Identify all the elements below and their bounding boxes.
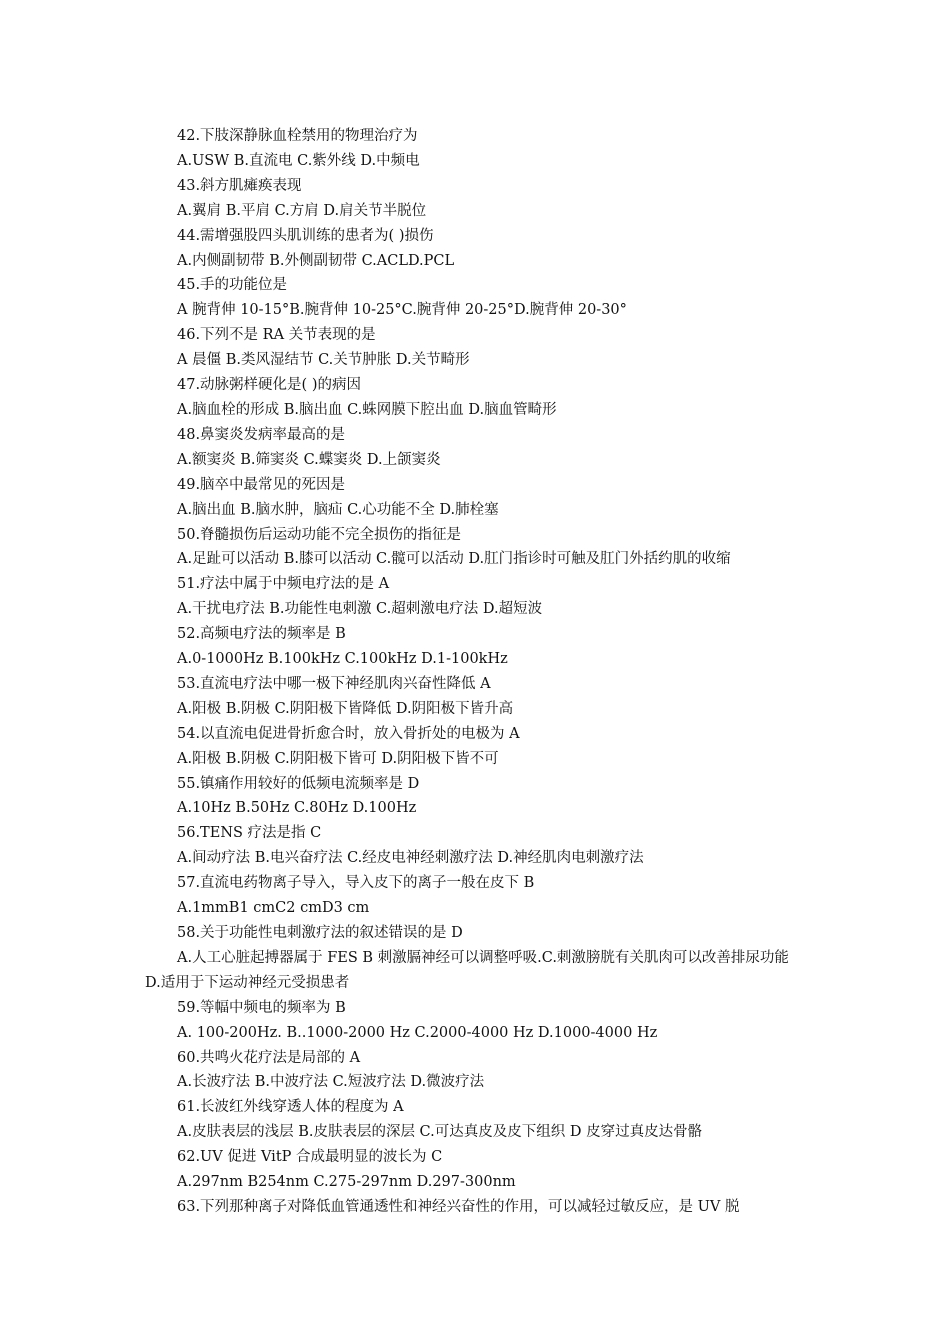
- question-55: 55.镇痛作用较好的低频电流频率是 D: [177, 775, 420, 792]
- options-47: A.脑血栓的形成 B.脑出血 C.蛛网膜下腔出血 D.脑血管畸形: [177, 401, 557, 418]
- options-44: A.内侧副韧带 B.外侧副韧带 C.ACLD.PCL: [177, 252, 455, 269]
- question-57: 57.直流电药物离子导入，导入皮下的离子一般在皮下 B: [177, 875, 535, 892]
- options-48: A.额窦炎 B.筛窦炎 C.蝶窦炎 D.上颌窦炎: [177, 451, 441, 468]
- question-60: 60.共鸣火花疗法是局部的 A: [177, 1049, 361, 1066]
- options-57: A.1mmB1 cmC2 cmD3 cm: [177, 900, 370, 917]
- options-52: A.0-1000Hz B.100kHz C.100kHz D.1-100kHz: [177, 651, 508, 668]
- options-45: A 腕背伸 10-15°B.腕背伸 10-25°C.腕背伸 20-25°D.腕背伸 20-30°: [177, 302, 627, 319]
- options-51: A.干扰电疗法 B.功能性电刺激 C.超刺激电疗法 D.超短波: [177, 601, 543, 618]
- options-61: A.皮肤表层的浅层 B.皮肤表层的深层 C.可达真皮及皮下组织 D 皮穿过真皮达骨骼: [177, 1124, 703, 1141]
- options-60: A.长波疗法 B.中波疗法 C.短波疗法 D.微波疗法: [177, 1074, 485, 1091]
- question-62: 62.UV 促进 VitP 合成最明显的波长为 C: [177, 1149, 443, 1166]
- options-56: A.间动疗法 B.电兴奋疗法 C.经皮电神经刺激疗法 D.神经肌肉电刺激疗法: [177, 850, 644, 867]
- question-50: 50.脊髓损伤后运动功能不完全损伤的指征是: [177, 526, 462, 543]
- question-48: 48.鼻窦炎发病率最高的是: [177, 426, 346, 443]
- question-45: 45.手的功能位是: [177, 277, 288, 294]
- question-44: 44.需增强股四头肌训练的患者为( )损伤: [177, 227, 434, 244]
- options-59: A. 100-200Hz. B..1000-2000 Hz C.2000-4000 Hz D.1000-4000 Hz: [177, 1024, 658, 1041]
- options-49: A.脑出血 B.脑水肿，脑疝 C.心功能不全 D.肺栓塞: [177, 501, 499, 518]
- options-58: A.人工心脏起搏器属于 FES B 刺激膈神经可以调整呼吸.C.刺激膀胱有关肌肉可以改善排尿功能 D.适用于下运动神经元受损患者: [145, 949, 789, 991]
- question-53: 53.直流电疗法中哪一极下神经肌肉兴奋性降低 A: [177, 675, 491, 692]
- question-49: 49.脑卒中最常见的死因是: [177, 476, 346, 493]
- options-55: A.10Hz B.50Hz C.80Hz D.100Hz: [177, 800, 417, 817]
- question-58: 58.关于功能性电刺激疗法的叙述错误的是 D: [177, 925, 463, 941]
- question-43: 43.斜方肌瘫痪表现: [177, 177, 302, 194]
- options-46: A 晨僵 B.类风湿结节 C.关节肿胀 D.关节畸形: [177, 352, 470, 369]
- question-52: 52.高频电疗法的频率是 B: [177, 626, 346, 643]
- question-59: 59.等幅中频电的频率为 B: [177, 999, 346, 1016]
- document-body: [145, 124, 809, 1220]
- options-62: A.297nm B254nm C.275-297nm D.297-300nm: [177, 1174, 516, 1191]
- question-42: 42.下肢深静脉血栓禁用的物理治疗为: [177, 128, 418, 144]
- question-63: 63.下列那种离子对降低血管通透性和神经兴奋性的作用，可以减轻过敏反应，是 UV 脱: [177, 1198, 740, 1215]
- options-50: A.足趾可以活动 B.膝可以活动 C.髋可以活动 D.肛门指诊时可触及肛门外括约肌的收缩: [177, 551, 731, 568]
- question-46: 46.下列不是 RA 关节表现的是: [177, 327, 376, 344]
- question-47: 47.动脉粥样硬化是( )的病因: [177, 377, 361, 394]
- question-51: 51.疗法中属于中频电疗法的是 A: [177, 576, 390, 593]
- options-54: A.阳极 B.阴极 C.阴阳极下皆可 D.阴阳极下皆不可: [177, 750, 499, 767]
- options-43: A.翼肩 B.平肩 C.方肩 D.肩关节半脱位: [177, 202, 427, 219]
- options-42: A.USW B.直流电 C.紫外线 D.中频电: [177, 152, 420, 169]
- question-61: 61.长波红外线穿透人体的程度为 A: [177, 1099, 404, 1116]
- options-53: A.阳极 B.阴极 C.阴阳极下皆降低 D.阴阳极下皆升高: [177, 700, 514, 717]
- question-56: 56.TENS 疗法是指 C: [177, 825, 322, 842]
- question-54: 54.以直流电促进骨折愈合时，放入骨折处的电极为 A: [177, 725, 520, 742]
